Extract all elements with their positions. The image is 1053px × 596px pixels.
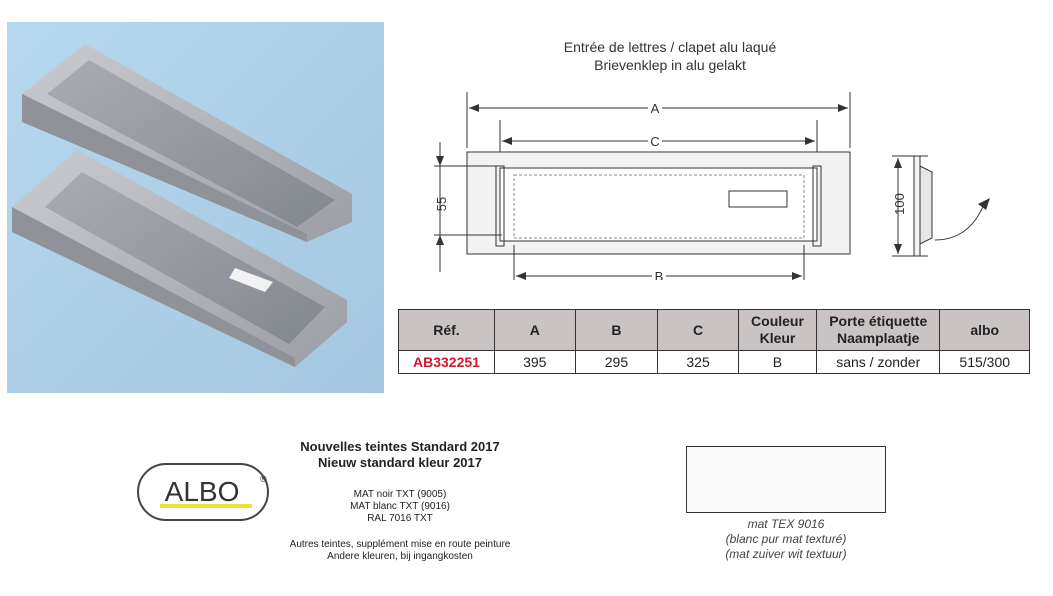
cell-c: 325 [658, 351, 739, 374]
logo-text: ALBO [164, 476, 240, 507]
spec-table [398, 309, 1030, 374]
header-couleur-nl: Kleur [759, 330, 796, 346]
cell-a: 395 [494, 351, 575, 374]
color-swatch [686, 446, 886, 513]
swatch-desc-nl: (mat zuiver wit textuur) [725, 547, 847, 561]
shade-item: RAL 7016 TXT [367, 513, 433, 524]
other-shades-note [262, 539, 538, 563]
header-ref: Réf. [399, 310, 495, 351]
dim-side-label: 100 [892, 193, 907, 215]
new-shades-heading [262, 439, 538, 471]
swatch-desc-fr: (blanc pur mat texturé) [725, 532, 847, 546]
drawing-title [470, 38, 870, 74]
swatch-caption [660, 517, 912, 562]
shade-item: MAT blanc TXT (9016) [350, 501, 450, 512]
cell-porte-etiquette: sans / zonder [817, 351, 940, 374]
dim-height-label: 55 [434, 196, 449, 212]
cell-albo: 515/300 [940, 351, 1030, 374]
header-couleur [738, 310, 816, 351]
technical-drawing [420, 80, 1040, 280]
header-a: A [494, 310, 575, 351]
other-shades-nl: Andere kleuren, bij ingangkosten [327, 551, 473, 562]
cell-ref: AB332251 [399, 351, 495, 374]
other-shades-fr: Autres teintes, supplément mise en route peinture [289, 539, 511, 550]
header-albo: albo [940, 310, 1030, 351]
shade-item: MAT noir TXT (9005) [353, 489, 447, 500]
header-couleur-fr: Couleur [751, 313, 804, 329]
dim-c-label: C [650, 134, 660, 149]
logo-registered-mark: ® [260, 474, 267, 484]
header-b: B [575, 310, 658, 351]
drawing-title-nl: Brievenklep in alu gelakt [594, 57, 746, 73]
cell-b: 295 [575, 351, 658, 374]
dim-b-label: B [654, 269, 664, 280]
albo-logo [136, 462, 282, 524]
header-porte-fr: Porte étiquette [829, 313, 928, 329]
cell-couleur: B [738, 351, 816, 374]
dim-a-label: A [650, 101, 660, 116]
header-porte-etiquette [817, 310, 940, 351]
new-shades-nl: Nieuw standard kleur 2017 [317, 455, 482, 470]
drawing-title-fr: Entrée de lettres / clapet alu laqué [563, 39, 777, 55]
header-c: C [658, 310, 739, 351]
table-header-row [399, 310, 1030, 351]
shade-list [300, 489, 500, 525]
product-photo [7, 22, 384, 393]
table-row [399, 351, 1030, 374]
new-shades-fr: Nouvelles teintes Standard 2017 [300, 439, 500, 454]
swatch-name: mat TEX 9016 [747, 517, 825, 531]
header-porte-nl: Naamplaatje [836, 330, 920, 346]
